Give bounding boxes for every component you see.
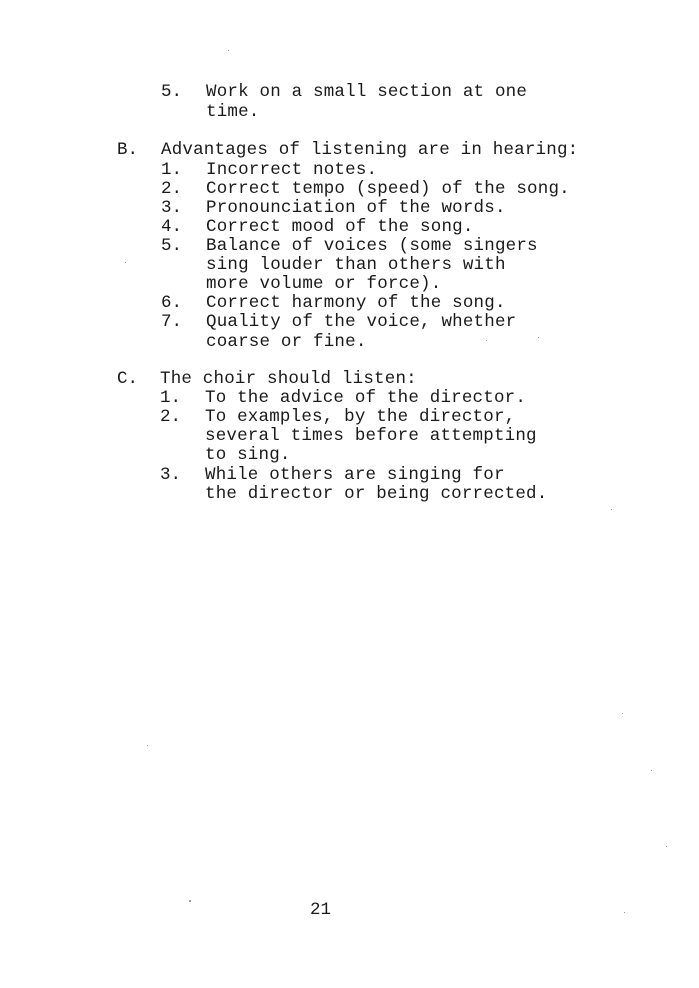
item-text-line: Incorrect notes. xyxy=(206,160,378,180)
item-number: 1. xyxy=(160,388,182,408)
page-number: 21 xyxy=(310,900,332,920)
scan-speck xyxy=(228,50,229,51)
item-text-line: Balance of voices (some singers xyxy=(206,236,538,256)
scan-speck xyxy=(666,846,667,847)
scan-speck xyxy=(651,770,652,771)
item-number: 3. xyxy=(161,198,183,218)
section-letter: C. xyxy=(117,369,139,389)
item-text-line: the director or being corrected. xyxy=(205,484,548,504)
section-heading: Advantages of listening are in hearing: xyxy=(161,140,579,160)
scan-speck xyxy=(125,262,126,263)
item-text-line: coarse or fine. xyxy=(206,332,367,352)
item-text-line: Correct tempo (speed) of the song. xyxy=(206,179,570,199)
item-number: 5. xyxy=(161,82,183,102)
item-text-line: to sing. xyxy=(205,445,291,465)
scan-speck xyxy=(147,745,148,746)
item-number: 5. xyxy=(161,236,183,256)
item-text-line: Work on a small section at one xyxy=(206,82,528,102)
scan-speck xyxy=(611,509,612,510)
scan-speck xyxy=(486,340,487,341)
item-text-line: several times before attempting xyxy=(205,426,537,446)
item-text-line: more volume or force). xyxy=(206,274,442,294)
item-number: 4. xyxy=(161,217,183,237)
scan-speck xyxy=(189,900,191,902)
item-text-line: To the advice of the director. xyxy=(205,388,527,408)
item-number: 2. xyxy=(160,407,182,427)
item-number: 3. xyxy=(160,465,182,485)
item-text-line: Correct harmony of the song. xyxy=(206,293,506,313)
item-number: 1. xyxy=(161,160,183,180)
item-number: 6. xyxy=(161,293,183,313)
scan-speck xyxy=(622,713,623,714)
item-text-line: sing louder than others with xyxy=(206,255,506,275)
item-text-line: Quality of the voice, whether xyxy=(206,312,517,332)
item-number: 7. xyxy=(161,312,183,332)
item-text-line: time. xyxy=(206,102,260,122)
item-text-line: To examples, by the director, xyxy=(205,407,516,427)
item-text-line: While others are singing for xyxy=(205,465,505,485)
scan-speck xyxy=(538,337,539,338)
item-text-line: Correct mood of the song. xyxy=(206,217,474,237)
scan-speck xyxy=(624,912,625,913)
item-text-line: Pronounciation of the words. xyxy=(206,198,506,218)
section-letter: B. xyxy=(117,140,139,160)
section-heading: The choir should listen: xyxy=(160,369,417,389)
item-number: 2. xyxy=(161,179,183,199)
